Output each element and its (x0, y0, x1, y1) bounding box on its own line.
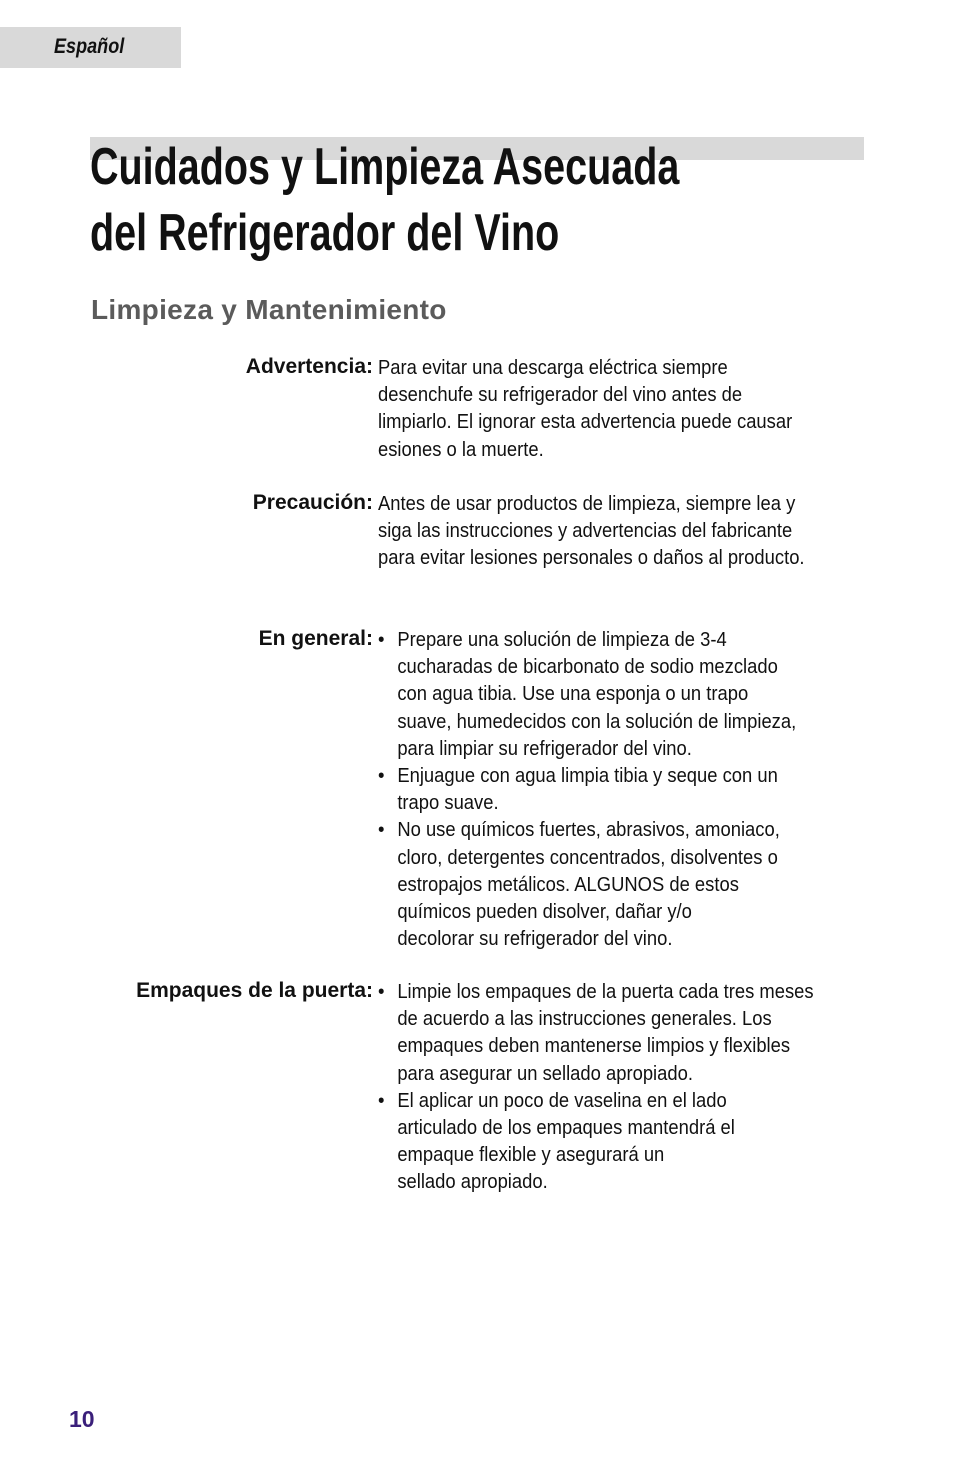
page-title-line-1: Cuidados y Limpieza Asecuada (90, 138, 680, 196)
entry-text (378, 491, 838, 573)
list-item (378, 1088, 856, 1197)
bullet-icon: • (378, 765, 385, 788)
bullet-icon: • (378, 629, 385, 651)
entry-label: Advertencia: (245, 355, 373, 378)
list-item (378, 763, 856, 817)
text-line: Antes de usar productos de limpieza, siempre lea y (378, 493, 796, 515)
bullet-list (378, 627, 856, 953)
text-line: sellado apropiado. (397, 1171, 548, 1194)
text-line: Para evitar una descarga eléctrica siempre (378, 357, 728, 379)
text-line: esiones o la muerte. (378, 438, 544, 461)
entry-label: En general: (258, 627, 373, 650)
bullet-icon: • (378, 1089, 385, 1112)
entry-label: Empaques de la puerta: (136, 979, 373, 1002)
list-item (378, 979, 856, 1088)
text-line: decolorar su refrigerador del vino. (397, 928, 673, 951)
text-line: articulado de los empaques mantendrá el (397, 1117, 735, 1140)
text-line: empaques deben mantenerse limpios y flexibles (397, 1035, 791, 1058)
entry-text (378, 355, 838, 464)
bullet-icon: • (378, 981, 385, 1003)
text-line: trapo suave. (397, 792, 499, 815)
text-line: para asegurar un sellado apropiado. (397, 1062, 693, 1085)
text-line: Enjuague con agua limpia tibia y seque con un (397, 765, 778, 788)
text-line: Prepare una solución de limpieza de 3-4 (397, 629, 727, 651)
bullet-icon: • (378, 819, 385, 842)
page-title (90, 134, 679, 266)
page-number: 10 (69, 1406, 95, 1432)
text-line: El aplicar un poco de vaselina en el lado (397, 1089, 727, 1112)
text-line: No use químicos fuertes, abrasivos, amoniaco, (397, 819, 780, 842)
text-line: para evitar lesiones personales o daños al producto. (378, 547, 805, 570)
page-title-line-2: del Refrigerador del Vino (90, 204, 560, 262)
text-line: suave, humedecidos con la solución de limpieza, (397, 710, 797, 733)
text-line: siga las instrucciones y advertencias del fabricante (378, 520, 793, 543)
text-line: para limpiar su refrigerador del vino. (397, 737, 692, 760)
text-line: químicos pueden disolver, dañar y/o (397, 901, 692, 924)
section-heading: Limpieza y Mantenimiento (91, 294, 447, 325)
list-item (378, 817, 856, 953)
language-tab-label: Español (54, 35, 125, 58)
text-line: empaque flexible y asegurará un (397, 1144, 665, 1167)
text-line: cucharadas de bicarbonato de sodio mezclado (397, 656, 778, 679)
entry-label: Precaución: (252, 491, 373, 514)
language-tab (0, 27, 181, 68)
text-line: limpiarlo. El ignorar esta advertencia puede causar (378, 411, 793, 434)
text-line: desenchufe su refrigerador del vino antes de (378, 384, 743, 407)
list-item (378, 627, 856, 763)
text-line: con agua tibia. Use una esponja o un trapo (397, 683, 749, 706)
text-line: Limpie los empaques de la puerta cada tres meses (397, 981, 814, 1003)
text-line: estropajos metálicos. ALGUNOS de estos (397, 873, 739, 896)
text-line: cloro, detergentes concentrados, disolventes o (397, 846, 778, 869)
text-line: de acuerdo a las instrucciones generales. Los (397, 1008, 772, 1031)
bullet-list (378, 979, 856, 1197)
